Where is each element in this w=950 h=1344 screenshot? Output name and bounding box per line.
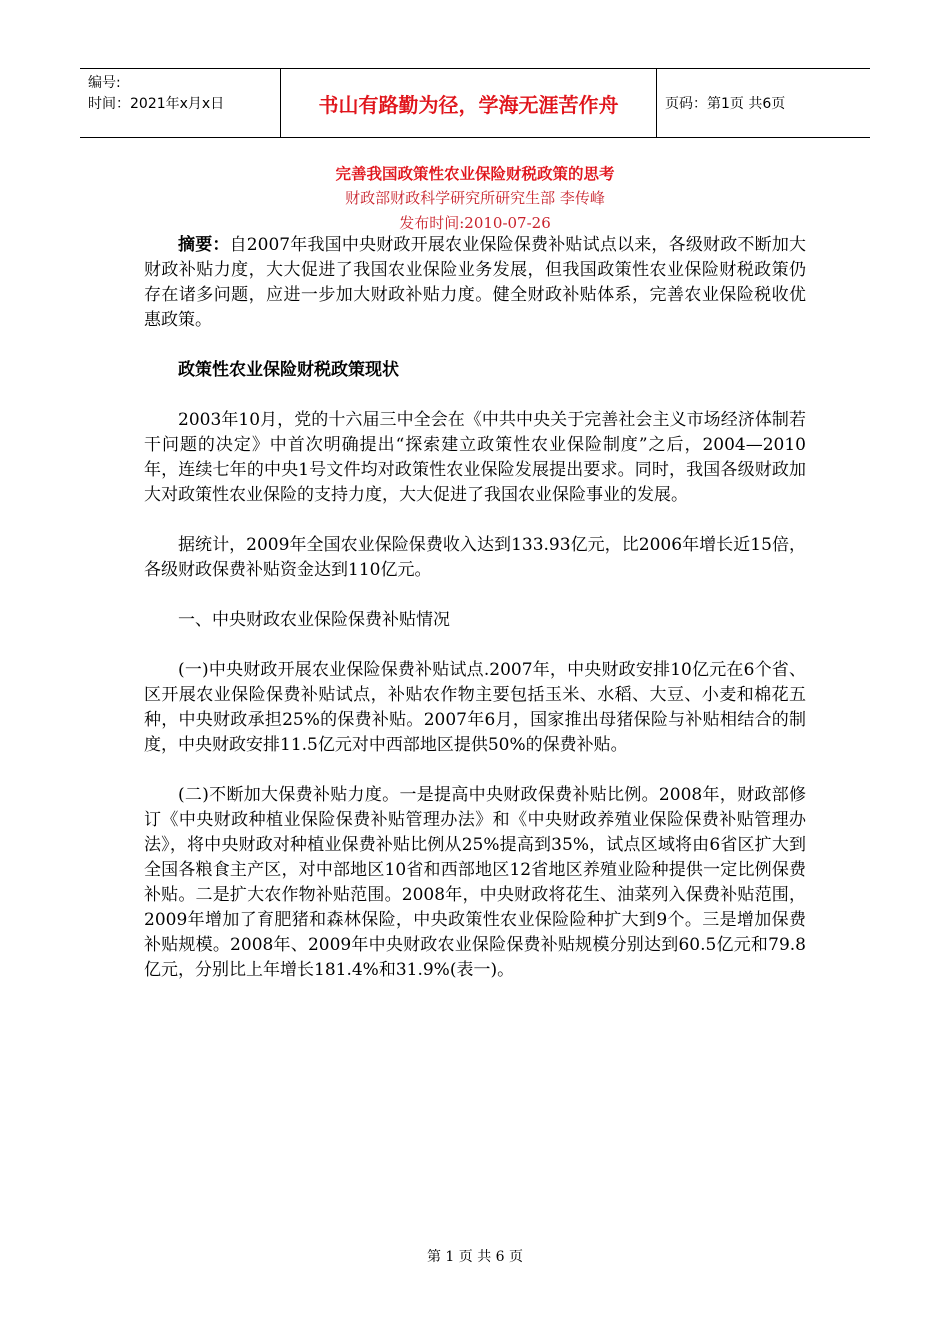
article-publish-date: 发布时间:2010-07-26 <box>399 214 551 232</box>
section-heading: 政策性农业保险财税政策现状 <box>178 360 399 380</box>
paragraph-2: 据统计，2009年全国农业保险保费收入达到133.93亿元，比2006年增长近15倍，各级财政保费补贴资金达到110亿元。 <box>144 535 806 580</box>
abstract-text: 自2007年我国中央财政开展农业保险保费补贴试点以来，各级财政不断加大财政补贴力度，大大促进了我国农业保险业务发展，但我国政策性农业保险财税政策仍存在诸多问题，应进一步加大财政补贴力度。健全财政补贴体系，完善农业保险税收优惠政策。 <box>144 235 807 330</box>
paragraph-5: (二)不断加大保费补贴力度。一是提高中央财政保费补贴比例。2008年，财政部修订《中央财政种植业保险保费补贴管理办法》和《中央财政养殖业保险保费补贴管理办法》，将中央财政对种植业保费补贴比例从25%提高到35%，试点区域将由6省区扩大到全国各粮食主产区，对中部地区10省和西部地区12省地区养殖业险种提供一定比例保费补贴。二是扩大农作物补贴范围。2008年，中央财政将花生、油菜列入保费补贴范围，2009年增加了育肥猪和森林保险，中央政策性农业保险险种扩大到9个。三是增加保费补贴规模。2008年、2009年中央财政农业保险保费补贴规模分别达到60.5亿元和79.8亿元，分别比上年增长181.4%和31.9%(表一)。 <box>144 785 806 980</box>
article-body <box>144 233 806 1008</box>
page-footer: 第 1 页 共 6 页 <box>426 1249 524 1265</box>
abstract-paragraph <box>144 233 806 333</box>
paragraph-3: 一、中央财政农业保险保费补贴情况 <box>178 610 450 630</box>
header-motto: 书山有路勤为径，学海无涯苦作舟 <box>280 69 657 137</box>
header-page-label: 页码：第1页 共6页 <box>665 96 786 112</box>
page-header <box>80 68 870 138</box>
paragraph-4: (一)中央财政开展农业保险保费补贴试点.2007年，中央财政安排10亿元在6个省、区开展农业保险保费补贴试点，补贴农作物主要包括玉米、水稻、大豆、小麦和棉花五种，中央财政承担25%的保费补贴。2007年6月，国家推出母猪保险与补贴相结合的制度，中央财政安排11.5亿元对中西部地区提供50%的保费补贴。 <box>144 660 806 755</box>
article-title: 完善我国政策性农业保险财税政策的思考 <box>335 164 615 183</box>
document-date-label: 时间：2021年x月x日 <box>88 96 225 112</box>
article-author: 财政部财政科学研究所研究生部 李传峰 <box>345 189 605 207</box>
abstract-label: 摘要： <box>178 235 230 255</box>
document-number-label: 编号: <box>88 75 121 91</box>
header-meta <box>80 69 280 137</box>
paragraph-1: 2003年10月，党的十六届三中全会在《中共中央关于完善社会主义市场经济体制若干问题的决定》中首次明确提出“探索建立政策性农业保险制度”之后，2004—2010年，连续七年的中央1号文件均对政策性农业保险发展提出要求。同时，我国各级财政加大对政策性农业保险的支持力度，大大促进了我国农业保险事业的发展。 <box>144 410 806 505</box>
